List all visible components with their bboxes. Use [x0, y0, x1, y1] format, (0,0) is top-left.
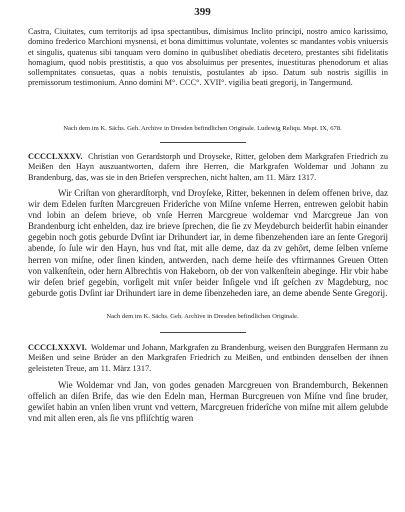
source-note: Nach dem im K. Sächs. Geh. Archive in Dresden befindlichen Originale. Ludewig Reliqu. Mspt. IX, 678.: [63, 125, 342, 132]
document-heading: [28, 343, 388, 374]
document-number: CCCCLXXXV.: [28, 152, 83, 161]
page-number: 399: [194, 6, 211, 18]
document-summary: Christian von Gerardstorph und Droyseke, Ritter, geloben dem Markgrafen Friedrich zu Meißen den Hayn auszuantworten, dafern ihre Herren, die Markgrafen Woldemar und Johann zu Brandenburg, das, was sie in den Briefen versprechen, nicht halten, am 11. März 1317.: [28, 152, 388, 182]
document-summary: Woldemar und Johann, Markgrafen zu Brandenburg, weisen den Burggrafen Hermann zu Meißen und seine Brüder an den Markgrafen Friedrich zu Meißen, und entbinden denselben der ihnen geleisteten Treue, am 11. März 1317.: [28, 343, 389, 373]
document-body-text: Wie Woldemar vnd Jan, von godes genaden Marcgreuen von Brandemburch, Bekennen offelich an diſen Brife, das wie den Edeln man, Herman Burcgreuen von Miſne vnd ſine bruder, gewiſet habin an vnſen liben vrunt vnd vettern, Marcgreuen friderîche von miſne mit allem gelubde vnd mit allen eren, als ſie vns pfliſchtig waren: [28, 380, 388, 424]
section-divider: [160, 332, 246, 333]
charter-continuation-text: Castra, Ciuitates, cum territorijs ad ipsa spectantibus, dimisimus Inclito principi, nostro amico karissimo, domino frederico Marchioni mysnensi, et bona dimittimus voluntate, volentes sc mandantes vobis vniuersis et singulis, quatenus sibi tanquam vero domino in quibuslibet obediatis decetero, prestantes sibi fidelitatis homagium, quod nobis prestitistis, a quo vos absoluimus per presentes, inuestituras phenodorum et alias sollempnitates consuetas, quas a nobis tenuistis, postulantes ab ipso. Datum sub nostris sigillis in premissorum testimonium. Anno domini M°. CCC°. XVII°. vigilia beati gregorij, in Tangermund.: [28, 27, 388, 88]
source-note: Nach dem im K. Sächs. Geh. Archive in Dresden befindlichen Originale.: [106, 313, 299, 320]
document-number: CCCCLXXXVI.: [28, 343, 87, 352]
document-heading: [28, 152, 388, 183]
section-divider: [160, 142, 246, 143]
document-body-text: Wir Criſtan von gherardſtorph, vnd Droyſeke, Ritter, bekennen in deſem offenen brive, daz wir dem Edelen furſten Marcgreuen Friderîche von Miſne vnſeme Herren, entrewen gelobit habin vnd lobin an deſem brieve, ob vnſe Herren Marcgreue woldemar vnd Marcgreue Jan von Brandenburg icht enhelden, daz ire brieve ſprechen, die ſie zv Meydeburch beiderſit habin einander gegebin noch gotis geburde Dvſint iar Drihundert iar, in deme fibenzehenden iare an ſente Gregorij abende, ſo ſule wir den Hayn, hus vnd ſtat, mit alle deme, daz da zv gehôrt, deme ſelben vnſeme herren von miſne, oder ſinen kinden, antwerden, nach deme heiſe des vftirmannes Greuen Otten von valkenſtein, oder hern Albrechtis von Hakeborn, ob der von valkenſtein abeginge. Hir vbir habe wir deſen brief gegebin, vorſigelt mit vnſer beider Inſigele vnd iſt geſchen zv Magdeburg, noc geburde gotis Dvſint iar Drihundert iare in deme ſibenzeheden iare, an deme abende Sente Gregorij.: [28, 188, 388, 298]
